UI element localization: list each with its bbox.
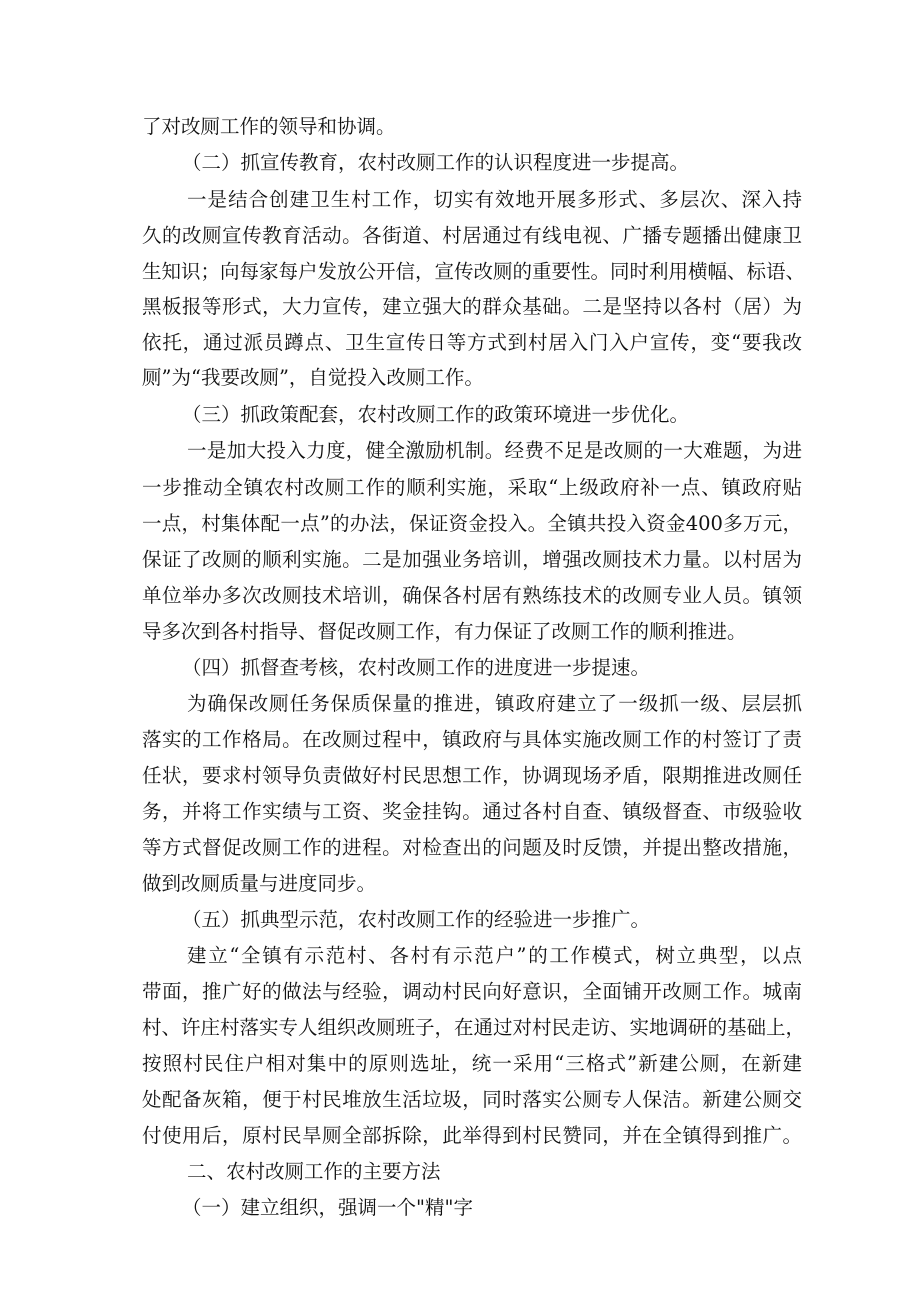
- paragraph-line: 了对改厕工作的领导和协调。: [142, 115, 396, 138]
- paragraph-line: 导多次到各村指导、督促改厕工作，有力保证了改厕工作的顺利推进。: [142, 620, 747, 643]
- paragraph-line: 黑板报等形式，大力宣传，建立强大的群众基础。二是坚持以各村（居）为: [142, 295, 802, 318]
- paragraph-line: 村、许庄村落实专人组织改厕班子，在通过对村民走访、实地调研的基础上，: [142, 1016, 806, 1039]
- paragraph-line: 按照村民住户相对集中的原则选址，统一采用“三格式”新建公厕，在新建: [142, 1052, 802, 1075]
- paragraph-line: 一是加大投入力度，健全激励机制。经费不足是改厕的一大难题，为进: [187, 439, 802, 462]
- paragraph-line: 单位举办多次改厕技术培训，确保各村居有熟练技术的改厕专业人员。镇领: [142, 584, 802, 607]
- paragraph-line: 做到改厕质量与进度同步。: [142, 872, 377, 895]
- paragraph-line: 依托，通过派员蹲点、卫生宣传日等方式到村居入门入户宣传，变“要我改: [142, 331, 802, 354]
- paragraph-line: 带面，推广好的做法与经验，调动村民向好意识，全面铺开改厕工作。城南: [142, 980, 802, 1003]
- section-heading: （二）抓宣传教育，农村改厕工作的认识程度进一步提高。: [182, 151, 690, 174]
- paragraph-line: 务，并将工作实绩与工资、奖金挂钩。通过各村自查、镇级督查、市级验收: [142, 800, 802, 823]
- paragraph-line: 等方式督促改厕工作的进程。对检查出的问题及时反馈，并提出整改措施，: [142, 836, 802, 859]
- paragraph-line: 一是结合创建卫生村工作，切实有效地开展多形式、多层次、深入持: [187, 188, 802, 211]
- section-heading: （五）抓典型示范，农村改厕工作的经验进一步推广。: [182, 908, 651, 931]
- section-heading: （一）建立组织，强调一个"精"字: [182, 1196, 473, 1219]
- paragraph-line: 保证了改厕的顺利实施。二是加强业务培训，增强改厕技术力量。以村居为: [142, 548, 802, 571]
- paragraph-line: 落实的工作格局。在改厕过程中，镇政府与具体实施改厕工作的村签订了责: [142, 728, 802, 751]
- paragraph-line: 一步推动全镇农村改厕工作的顺利实施，采取“上级政府补一点、镇政府贴: [142, 476, 802, 499]
- paragraph-line: 一点，村集体配一点”的办法，保证资金投入。全镇共投入资金400多万元，: [142, 512, 802, 535]
- paragraph-line: 久的改厕宣传教育活动。各街道、村居通过有线电视、广播专题播出健康卫: [142, 224, 802, 247]
- paragraph-line: 任状，要求村领导负责做好村民思想工作，协调现场矛盾，限期推进改厕任: [142, 764, 802, 787]
- paragraph-line: 付使用后，原村民旱厕全部拆除，此举得到村民赞同，并在全镇得到推广。: [142, 1124, 802, 1147]
- section-heading: （三）抓政策配套，农村改厕工作的政策环境进一步优化。: [182, 403, 690, 426]
- paragraph-line: 厕”为“我要改厕”，自觉投入改厕工作。: [142, 366, 484, 389]
- paragraph-line: 为确保改厕任务保质保量的推进，镇政府建立了一级抓一级、层层抓: [187, 692, 802, 715]
- paragraph-line: 生知识；向每家每户发放公开信，宣传改厕的重要性。同时利用横幅、标语、: [142, 260, 806, 283]
- section-heading: （四）抓督查考核，农村改厕工作的进度进一步提速。: [182, 656, 651, 679]
- chapter-heading: 二、农村改厕工作的主要方法: [187, 1160, 441, 1183]
- paragraph-line: 建立“全镇有示范村、各村有示范户”的工作模式，树立典型，以点: [187, 944, 802, 967]
- paragraph-line: 处配备灰箱，便于村民堆放生活垃圾，同时落实公厕专人保洁。新建公厕交: [142, 1088, 802, 1111]
